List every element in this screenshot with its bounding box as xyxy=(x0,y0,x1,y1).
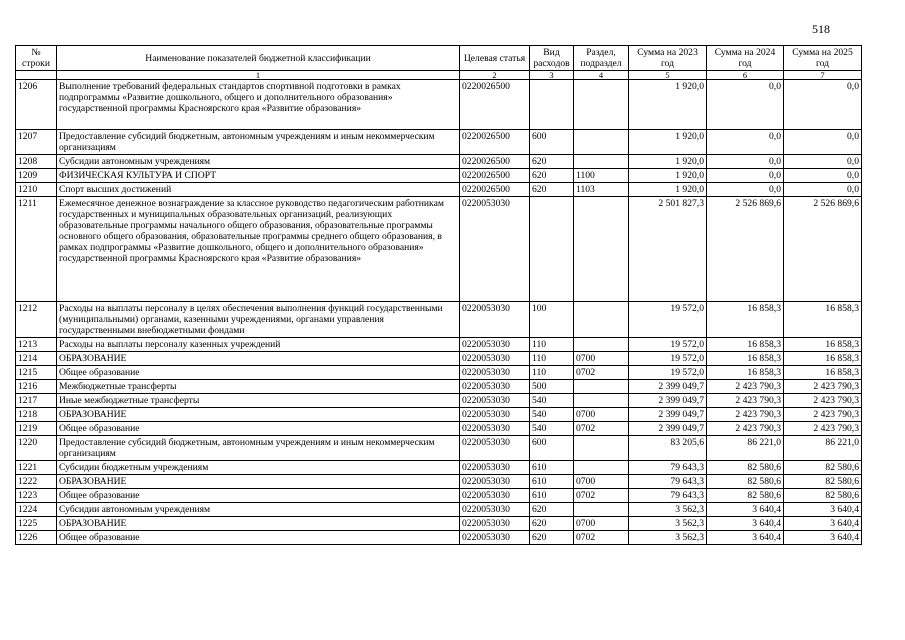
target-code: 0220053030 xyxy=(460,380,530,394)
amount-2024: 0,0 xyxy=(707,169,784,183)
amount-2024: 2 526 869,6 xyxy=(707,197,784,302)
amount-2023: 19 572,0 xyxy=(629,352,707,366)
amount-2023: 79 643,3 xyxy=(629,461,707,475)
amount-2025: 86 221,0 xyxy=(784,436,862,461)
amount-2025: 3 640,4 xyxy=(784,531,862,545)
amount-2025: 0,0 xyxy=(784,130,862,155)
amount-2024: 82 580,6 xyxy=(707,489,784,503)
header-section: Раздел, подраздел xyxy=(574,46,629,71)
expense-type: 620 xyxy=(530,517,574,531)
amount-2023: 1 920,0 xyxy=(629,80,707,130)
amount-2025: 82 580,6 xyxy=(784,475,862,489)
table-row xyxy=(16,338,862,352)
target-code: 0220053030 xyxy=(460,338,530,352)
expense-type: 600 xyxy=(530,436,574,461)
target-code: 0220053030 xyxy=(460,197,530,302)
row-number: 1211 xyxy=(16,197,57,302)
row-number: 1217 xyxy=(16,394,57,408)
row-number: 1218 xyxy=(16,408,57,422)
row-number: 1216 xyxy=(16,380,57,394)
amount-2024: 2 423 790,3 xyxy=(707,394,784,408)
row-number: 1209 xyxy=(16,169,57,183)
amount-2025: 16 858,3 xyxy=(784,302,862,338)
row-number: 1223 xyxy=(16,489,57,503)
target-code: 0220053030 xyxy=(460,517,530,531)
header-target: Целевая статья xyxy=(460,46,530,71)
amount-2024: 86 221,0 xyxy=(707,436,784,461)
amount-2024: 16 858,3 xyxy=(707,352,784,366)
amount-2023: 3 562,3 xyxy=(629,503,707,517)
amount-2023: 79 643,3 xyxy=(629,475,707,489)
target-code: 0220053030 xyxy=(460,436,530,461)
header-2023: Сумма на 2023 год xyxy=(629,46,707,71)
row-number: 1226 xyxy=(16,531,57,545)
amount-2024: 0,0 xyxy=(707,80,784,130)
column-number: 3 xyxy=(530,71,574,80)
table-body xyxy=(16,80,862,545)
row-name: Общее образование xyxy=(57,366,460,380)
section-code: 0700 xyxy=(574,475,629,489)
amount-2025: 0,0 xyxy=(784,183,862,197)
amount-2023: 1 920,0 xyxy=(629,183,707,197)
table-row xyxy=(16,366,862,380)
amount-2025: 0,0 xyxy=(784,169,862,183)
amount-2024: 16 858,3 xyxy=(707,338,784,352)
expense-type: 600 xyxy=(530,130,574,155)
column-number: 1 xyxy=(57,71,460,80)
expense-type: 620 xyxy=(530,169,574,183)
section-code: 1103 xyxy=(574,183,629,197)
table-row xyxy=(16,461,862,475)
row-number: 1210 xyxy=(16,183,57,197)
section-code xyxy=(574,302,629,338)
row-name: Общее образование xyxy=(57,489,460,503)
amount-2024: 0,0 xyxy=(707,155,784,169)
row-number: 1206 xyxy=(16,80,57,130)
amount-2024: 3 640,4 xyxy=(707,531,784,545)
table-row xyxy=(16,394,862,408)
row-name: Иные межбюджетные трансферты xyxy=(57,394,460,408)
row-name: Расходы на выплаты персоналу в целях обеспечения выполнения функций государственными (муниципальными) органами, казенными учреждениями, органами управления государственными внебюджетными фондами xyxy=(57,302,460,338)
amount-2024: 16 858,3 xyxy=(707,302,784,338)
table-row xyxy=(16,183,862,197)
amount-2023: 3 562,3 xyxy=(629,531,707,545)
row-name: ОБРАЗОВАНИЕ xyxy=(57,352,460,366)
amount-2025: 3 640,4 xyxy=(784,517,862,531)
expense-type: 620 xyxy=(530,155,574,169)
target-code: 0220026500 xyxy=(460,130,530,155)
header-expense: Вид расходов xyxy=(530,46,574,71)
section-code: 0702 xyxy=(574,489,629,503)
amount-2025: 2 526 869,6 xyxy=(784,197,862,302)
amount-2024: 0,0 xyxy=(707,183,784,197)
table-row xyxy=(16,531,862,545)
amount-2023: 3 562,3 xyxy=(629,517,707,531)
table-row xyxy=(16,130,862,155)
target-code: 0220053030 xyxy=(460,366,530,380)
expense-type: 500 xyxy=(530,380,574,394)
table-row xyxy=(16,475,862,489)
row-number: 1208 xyxy=(16,155,57,169)
amount-2023: 19 572,0 xyxy=(629,366,707,380)
expense-type: 620 xyxy=(530,531,574,545)
row-name: Ежемесячное денежное вознаграждение за классное руководство педагогическим работникам государственных и муниципальных образовательных организаций, реализующих образовательные программы начального общего образования, образовательные программы основного общего образования, образовательные программы среднего общего образования, в рамках подпрограммы «Развитие дошкольного, общего и дополнительного образования» государственной программы Красноярского края «Развитие образования» xyxy=(57,197,460,302)
table-row xyxy=(16,80,862,130)
target-code: 0220053030 xyxy=(460,422,530,436)
row-name: Субсидии автономным учреждениям xyxy=(57,503,460,517)
column-number-row xyxy=(16,71,862,80)
section-code xyxy=(574,461,629,475)
header-2024: Сумма на 2024 год xyxy=(707,46,784,71)
target-code: 0220053030 xyxy=(460,475,530,489)
amount-2023: 19 572,0 xyxy=(629,338,707,352)
row-number: 1219 xyxy=(16,422,57,436)
section-code: 1100 xyxy=(574,169,629,183)
amount-2023: 2 399 049,7 xyxy=(629,422,707,436)
expense-type: 100 xyxy=(530,302,574,338)
section-code xyxy=(574,338,629,352)
expense-type: 110 xyxy=(530,338,574,352)
column-number: 4 xyxy=(574,71,629,80)
section-code xyxy=(574,503,629,517)
amount-2023: 2 399 049,7 xyxy=(629,380,707,394)
amount-2024: 82 580,6 xyxy=(707,475,784,489)
amount-2023: 19 572,0 xyxy=(629,302,707,338)
section-code xyxy=(574,197,629,302)
row-name: Выполнение требований федеральных стандартов спортивной подготовки в рамках подпрограммы «Развитие дошкольного, общего и дополнительного образования» государственной программы Красноярского края «Развитие образования» xyxy=(57,80,460,130)
section-code: 0700 xyxy=(574,352,629,366)
target-code: 0220053030 xyxy=(460,408,530,422)
section-code xyxy=(574,80,629,130)
target-code: 0220026500 xyxy=(460,80,530,130)
amount-2024: 82 580,6 xyxy=(707,461,784,475)
table-row xyxy=(16,352,862,366)
row-number: 1212 xyxy=(16,302,57,338)
row-number: 1213 xyxy=(16,338,57,352)
expense-type: 110 xyxy=(530,366,574,380)
section-code xyxy=(574,394,629,408)
column-number: 2 xyxy=(460,71,530,80)
amount-2025: 0,0 xyxy=(784,80,862,130)
amount-2025: 82 580,6 xyxy=(784,461,862,475)
column-number: 5 xyxy=(629,71,707,80)
row-number: 1222 xyxy=(16,475,57,489)
expense-type: 620 xyxy=(530,183,574,197)
expense-type: 620 xyxy=(530,503,574,517)
section-code: 0700 xyxy=(574,408,629,422)
amount-2025: 2 423 790,3 xyxy=(784,394,862,408)
table-row xyxy=(16,302,862,338)
budget-table xyxy=(15,45,862,545)
table-row xyxy=(16,155,862,169)
section-code xyxy=(574,380,629,394)
column-number: 7 xyxy=(784,71,862,80)
page-number: 518 xyxy=(812,22,830,36)
amount-2024: 16 858,3 xyxy=(707,366,784,380)
row-number: 1221 xyxy=(16,461,57,475)
row-name: ОБРАЗОВАНИЕ xyxy=(57,475,460,489)
amount-2025: 82 580,6 xyxy=(784,489,862,503)
row-name: ФИЗИЧЕСКАЯ КУЛЬТУРА И СПОРТ xyxy=(57,169,460,183)
table-row xyxy=(16,489,862,503)
section-code: 0700 xyxy=(574,517,629,531)
expense-type: 540 xyxy=(530,422,574,436)
amount-2023: 79 643,3 xyxy=(629,489,707,503)
amount-2023: 2 399 049,7 xyxy=(629,408,707,422)
target-code: 0220053030 xyxy=(460,461,530,475)
amount-2023: 1 920,0 xyxy=(629,130,707,155)
amount-2024: 0,0 xyxy=(707,130,784,155)
amount-2025: 16 858,3 xyxy=(784,366,862,380)
table-row xyxy=(16,197,862,302)
expense-type: 110 xyxy=(530,352,574,366)
row-name: Общее образование xyxy=(57,531,460,545)
amount-2024: 2 423 790,3 xyxy=(707,422,784,436)
amount-2024: 2 423 790,3 xyxy=(707,380,784,394)
amount-2023: 83 205,6 xyxy=(629,436,707,461)
section-code: 0702 xyxy=(574,422,629,436)
amount-2025: 2 423 790,3 xyxy=(784,380,862,394)
column-number: 6 xyxy=(707,71,784,80)
section-code xyxy=(574,436,629,461)
row-name: Предоставление субсидий бюджетным, автономным учреждениям и иным некоммерческим организациям xyxy=(57,436,460,461)
target-code: 0220053030 xyxy=(460,352,530,366)
table-row xyxy=(16,408,862,422)
expense-type xyxy=(530,80,574,130)
row-number: 1214 xyxy=(16,352,57,366)
row-name: Межбюджетные трансферты xyxy=(57,380,460,394)
amount-2023: 2 501 827,3 xyxy=(629,197,707,302)
expense-type: 540 xyxy=(530,408,574,422)
target-code: 0220053030 xyxy=(460,489,530,503)
amount-2024: 2 423 790,3 xyxy=(707,408,784,422)
amount-2024: 3 640,4 xyxy=(707,517,784,531)
expense-type: 610 xyxy=(530,489,574,503)
target-code: 0220026500 xyxy=(460,183,530,197)
row-name: ОБРАЗОВАНИЕ xyxy=(57,517,460,531)
row-number: 1215 xyxy=(16,366,57,380)
header-num: № строки xyxy=(16,46,57,71)
table-row xyxy=(16,422,862,436)
amount-2023: 1 920,0 xyxy=(629,169,707,183)
amount-2025: 3 640,4 xyxy=(784,503,862,517)
row-number: 1220 xyxy=(16,436,57,461)
target-code: 0220053030 xyxy=(460,302,530,338)
row-name: Общее образование xyxy=(57,422,460,436)
expense-type: 540 xyxy=(530,394,574,408)
table-row xyxy=(16,517,862,531)
table-row xyxy=(16,503,862,517)
amount-2025: 16 858,3 xyxy=(784,352,862,366)
row-name: ОБРАЗОВАНИЕ xyxy=(57,408,460,422)
row-name: Субсидии бюджетным учреждениям xyxy=(57,461,460,475)
expense-type: 610 xyxy=(530,475,574,489)
row-number: 1224 xyxy=(16,503,57,517)
amount-2025: 16 858,3 xyxy=(784,338,862,352)
section-code xyxy=(574,130,629,155)
header-2025: Сумма на 2025 год xyxy=(784,46,862,71)
row-name: Спорт высших достижений xyxy=(57,183,460,197)
amount-2025: 2 423 790,3 xyxy=(784,408,862,422)
target-code: 0220053030 xyxy=(460,531,530,545)
target-code: 0220026500 xyxy=(460,169,530,183)
row-number: 1225 xyxy=(16,517,57,531)
section-code: 0702 xyxy=(574,366,629,380)
header-row xyxy=(16,46,862,71)
amount-2023: 1 920,0 xyxy=(629,155,707,169)
target-code: 0220053030 xyxy=(460,394,530,408)
row-name: Расходы на выплаты персоналу казенных учреждений xyxy=(57,338,460,352)
table-row xyxy=(16,380,862,394)
target-code: 0220053030 xyxy=(460,503,530,517)
expense-type xyxy=(530,197,574,302)
amount-2025: 0,0 xyxy=(784,155,862,169)
row-number: 1207 xyxy=(16,130,57,155)
table-row xyxy=(16,169,862,183)
amount-2024: 3 640,4 xyxy=(707,503,784,517)
expense-type: 610 xyxy=(530,461,574,475)
row-name: Предоставление субсидий бюджетным, автономным учреждениям и иным некоммерческим организациям xyxy=(57,130,460,155)
table-row xyxy=(16,436,862,461)
amount-2023: 2 399 049,7 xyxy=(629,394,707,408)
column-number xyxy=(16,71,57,80)
amount-2025: 2 423 790,3 xyxy=(784,422,862,436)
row-name: Субсидии автономным учреждениям xyxy=(57,155,460,169)
section-code: 0702 xyxy=(574,531,629,545)
header-name: Наименование показателей бюджетной классификации xyxy=(57,46,460,71)
section-code xyxy=(574,155,629,169)
target-code: 0220026500 xyxy=(460,155,530,169)
